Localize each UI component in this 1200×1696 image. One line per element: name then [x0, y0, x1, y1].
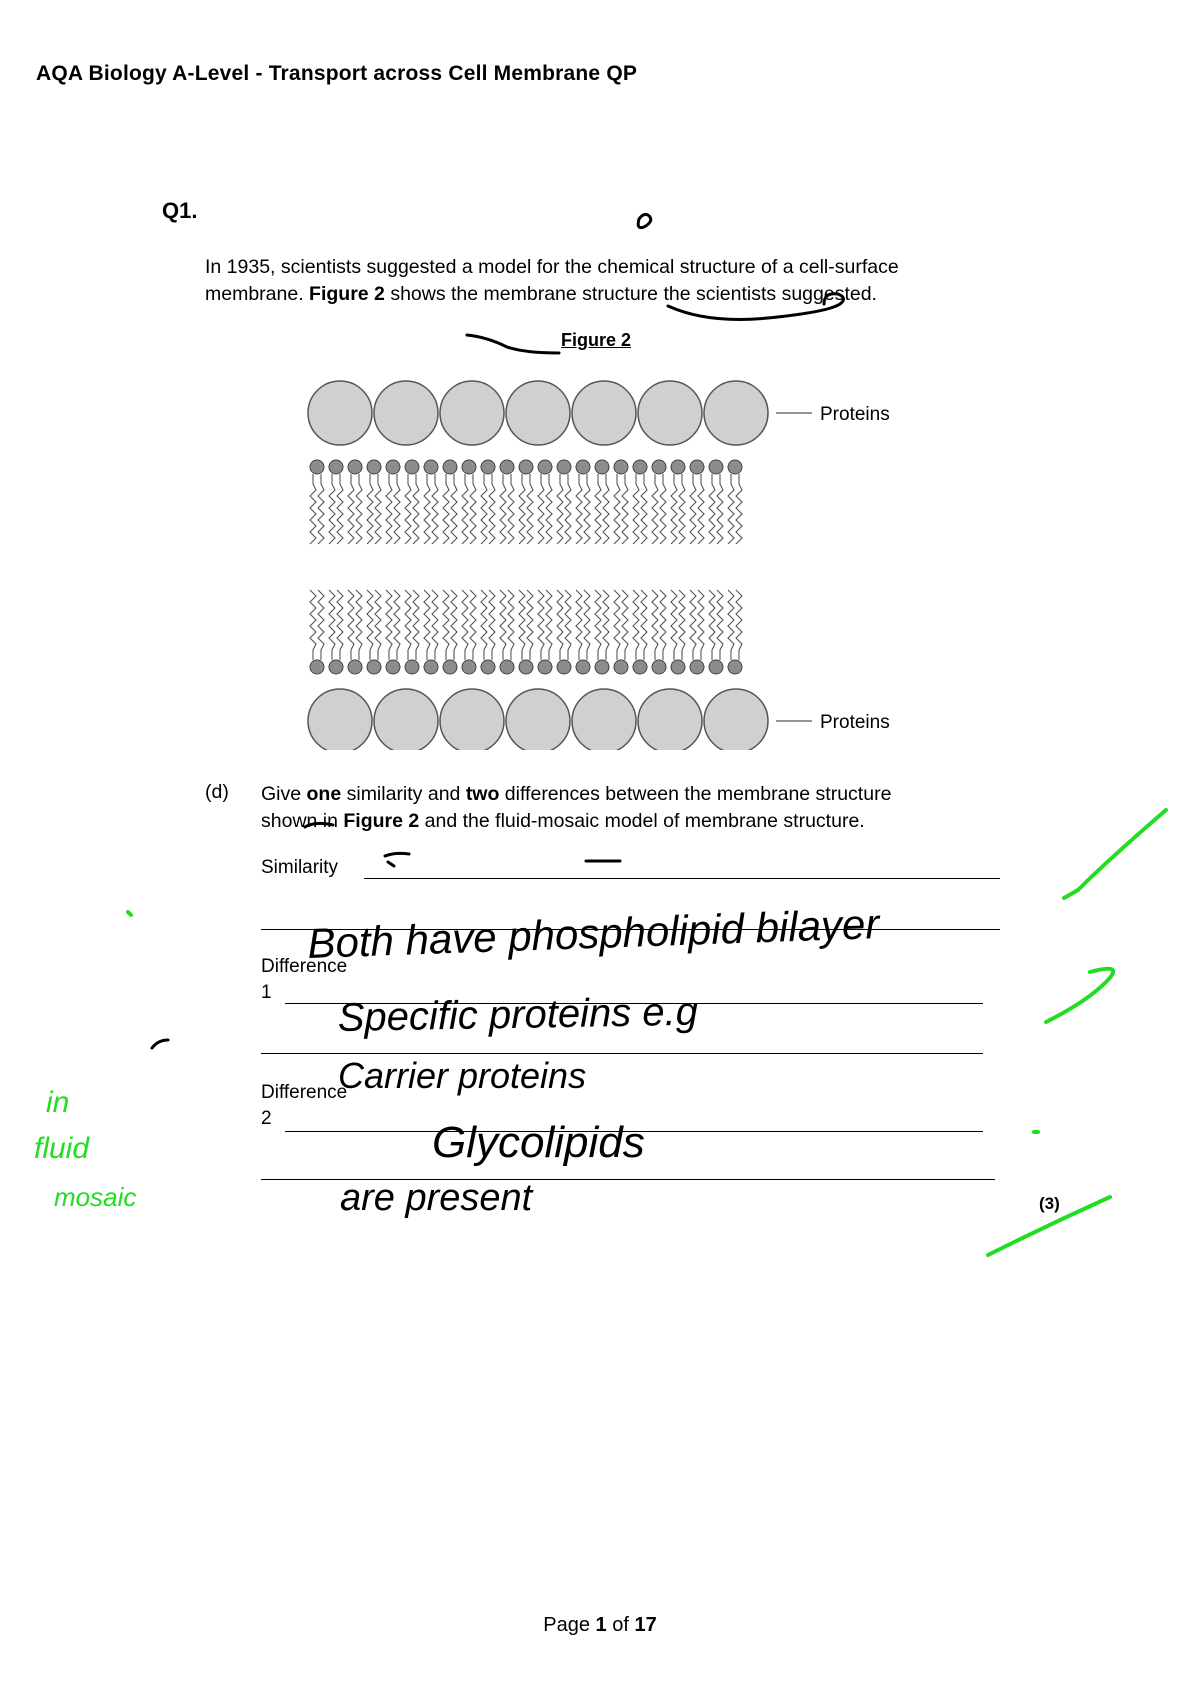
document-header: AQA Biology A-Level - Transport across Cell Membrane QP [36, 62, 638, 85]
pen-scribble [638, 214, 651, 227]
page-number: 1 [595, 1614, 607, 1636]
prompt-emphasis: two [465, 783, 500, 805]
similarity-label: Similarity [261, 857, 339, 878]
tick-mark-icon [988, 1197, 1110, 1255]
figure-reference: Figure 2 [343, 810, 420, 832]
footer-text: of [612, 1614, 629, 1636]
answer-difference-1-line-2: Carrier proteins [338, 1055, 587, 1096]
pen-mark [385, 853, 409, 866]
answer-difference-2-line-2: are present [340, 1177, 533, 1219]
marks-available: (3) [1039, 1194, 1060, 1213]
answer-difference-1-line-1: Specific proteins e.g [337, 989, 699, 1040]
pen-underline [467, 335, 559, 353]
difference-1-label: Difference [261, 956, 348, 977]
prompt-text: Give [261, 783, 307, 805]
prompt-text: similarity and [341, 783, 466, 805]
dot-mark [128, 912, 131, 915]
figure-title: Figure 2 [561, 330, 632, 350]
student-answers [307, 900, 882, 1219]
tick-mark-icon [1046, 969, 1113, 1022]
page-footer [0, 1614, 1200, 1637]
answer-similarity: Both have phospholipid bilayer [306, 900, 881, 967]
part-label: (d) [205, 781, 229, 803]
pen-underline [668, 294, 844, 320]
intro-text: membrane. [205, 283, 310, 305]
margin-note-line-2: fluid [34, 1132, 90, 1165]
prompt-text: differences between the membrane structure [499, 783, 892, 805]
page-total: 17 [634, 1614, 657, 1636]
protein-label-top: Proteins [820, 404, 890, 425]
difference-2-number: 2 [261, 1108, 272, 1129]
footer-text: Page [543, 1614, 590, 1636]
margin-note-line-1: in [46, 1086, 70, 1119]
margin-note-line-3: mosaic [54, 1182, 137, 1212]
pen-mark [152, 1040, 168, 1048]
figure-reference: Figure 2 [309, 283, 385, 305]
intro-text: shows the membrane structure the scientists suggested. [384, 283, 877, 305]
difference-1-number: 1 [261, 982, 272, 1003]
prompt-emphasis: one [306, 783, 342, 805]
difference-2-label: Difference [261, 1082, 348, 1103]
prompt-text: and the fluid-mosaic model of membrane structure. [419, 810, 865, 832]
tick-mark-icon [1064, 810, 1166, 898]
intro-line-1: In 1935, scientists suggested a model for the chemical structure of a cell-surface [205, 256, 899, 278]
pen-tick [305, 823, 333, 827]
question-number: Q1. [162, 198, 198, 223]
answer-difference-2-line-1: Glycolipids [432, 1118, 645, 1167]
protein-label-bottom: Proteins [820, 712, 890, 733]
prompt-text: shown in [261, 810, 344, 832]
margin-note [34, 1086, 136, 1212]
